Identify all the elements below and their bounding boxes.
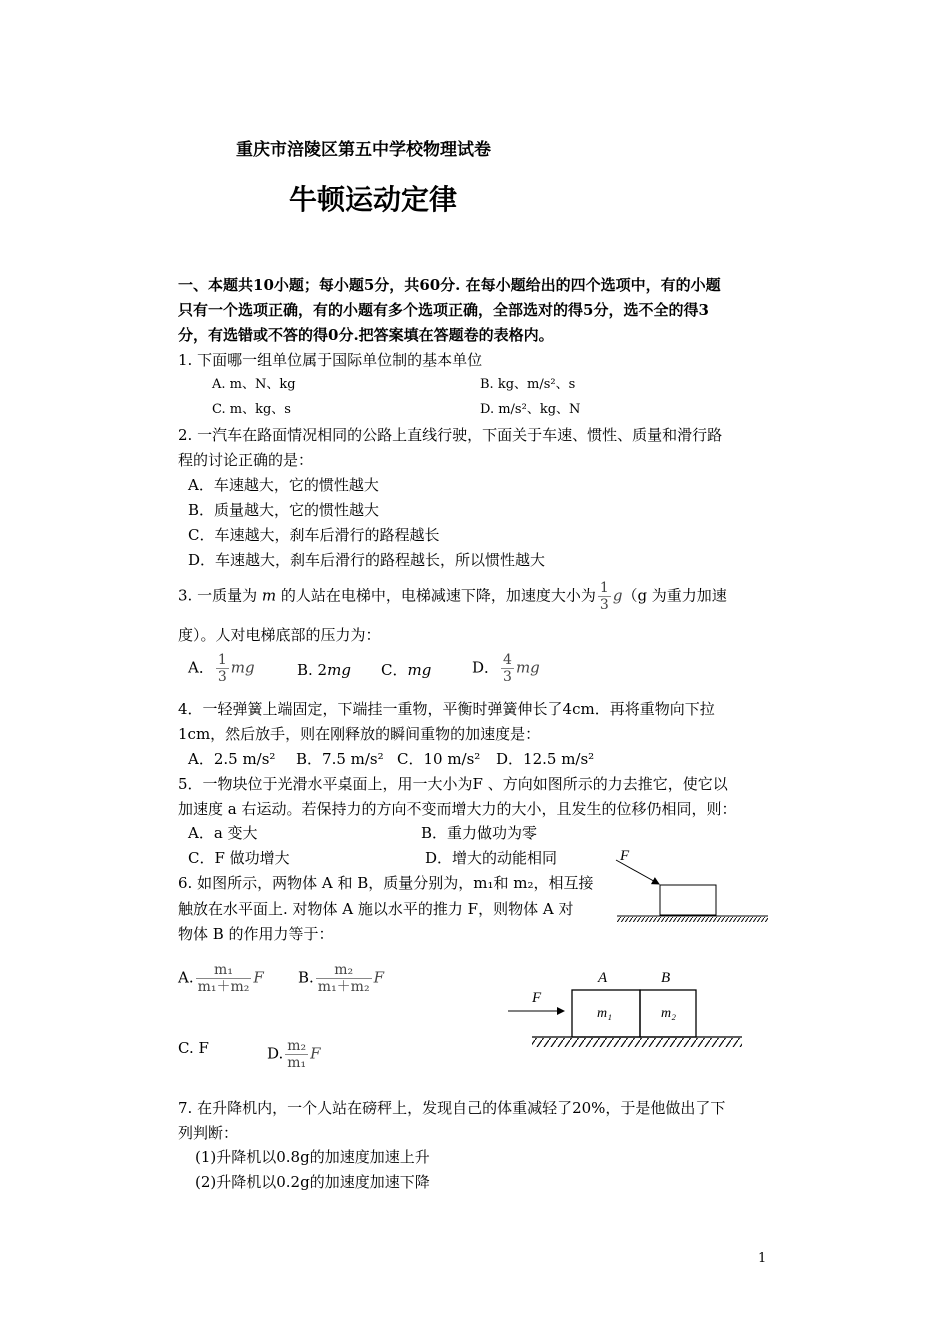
q6-option-b (298, 962, 384, 995)
text: 3. 一质量为 (178, 586, 258, 605)
fraction (285, 1038, 308, 1071)
q3-option-d (472, 652, 540, 685)
fraction (598, 580, 611, 613)
q1-option-c: C. m、kg、s (212, 402, 291, 417)
label: D. (267, 1044, 284, 1063)
question-4-stem: 1cm，然后放手，则在刚释放的瞬间重物的加速度是： (178, 725, 541, 743)
mass-m2: m₂ (661, 1006, 676, 1021)
q4-option-a: A．2.5 m/s² (188, 750, 276, 768)
var-F: F (373, 968, 384, 987)
var-F: F (253, 968, 264, 987)
q6-option-c: C. F (178, 1039, 209, 1057)
var: mg (327, 661, 351, 679)
var-g: g (612, 586, 623, 605)
q5-option-d: D．增大的动能相同 (425, 849, 558, 867)
mass-m1: m₁ (597, 1006, 612, 1021)
question-5-stem: 5．一物块位于光滑水平桌面上，用一大小为F 、方向如图所示的力去推它，使它以 (178, 775, 728, 793)
label: B. 2 (297, 661, 328, 679)
q2-option-d: D．车速越大，刹车后滑行的路程越长，所以惯性越大 (188, 551, 546, 569)
q2-option-a: A．车速越大，它的惯性越大 (188, 476, 379, 494)
numerator: m₁ (196, 962, 252, 979)
denominator: m₁＋m₂ (317, 979, 370, 995)
q5-option-b: B．重力做功为零 (421, 824, 538, 842)
numerator: m₂ (316, 962, 372, 979)
label: B. (298, 968, 314, 987)
q5-option-c: C．F 做功增大 (188, 849, 290, 867)
question-2-stem: 2. 一汽车在路面情况相同的公路上直线行驶，下面关于车速、惯性、质量和滑行路 (178, 426, 723, 444)
denominator: m₁＋m₂ (197, 979, 250, 995)
fraction (501, 652, 514, 685)
numerator: 1 (599, 580, 609, 596)
var-m: m (261, 586, 277, 605)
school-title: 重庆市涪陵区第五中学校物理试卷 (236, 140, 491, 160)
var: mg (230, 658, 255, 677)
section-instructions: 只有一个选项正确，有的小题有多个选项正确，全部选对的得5分，选不全的得3 (178, 301, 709, 319)
q5-diagram-block-on-surface (600, 840, 775, 925)
q5-option-a: A．a 变大 (188, 824, 258, 842)
q6-diagram-two-blocks (500, 960, 750, 1055)
question-4-stem: 4．一轻弹簧上端固定，下端挂一重物，平衡时弹簧伸长了4cm．再将重物向下拉 (178, 700, 715, 718)
force-label: F (620, 848, 630, 864)
q2-option-b: B．质量越大，它的惯性越大 (188, 501, 380, 519)
text: 的人站在电梯中，电梯减速下降，加速度大小为 (280, 586, 596, 605)
label: A． (188, 658, 214, 677)
section-instructions: 分，有选错或不答的得0分.把答案填在答题卷的表格内。 (178, 326, 554, 344)
page-title: 牛顿运动定律 (289, 183, 458, 216)
question-3-stem (178, 580, 727, 613)
block (660, 885, 716, 915)
q4-option-c: C．10 m/s² (397, 750, 481, 768)
q7-statement-2: (2)升降机以0.2g的加速度加速下降 (195, 1173, 430, 1191)
force-label: F (532, 990, 542, 1006)
q4-option-b: B．7.5 m/s² (296, 750, 384, 768)
label-a: A (598, 970, 608, 986)
q3-option-c (381, 660, 431, 680)
q7-statement-1: (1)升降机以0.8g的加速度加速上升 (195, 1148, 430, 1166)
section-instructions: 一、本题共10小题；每小题5分，共60分. 在每小题给出的四个选项中，有的小题 (178, 276, 721, 294)
var: mg (515, 658, 540, 677)
denominator: 3 (599, 597, 609, 613)
label: D． (472, 658, 500, 677)
question-5-stem: 加速度 a 右运动。若保持力的方向不变而增大力的大小，且发生的位移仍相同，则： (178, 800, 737, 818)
question-3-stem: 度）。人对电梯底部的压力为： (178, 626, 381, 644)
q6-option-a (178, 962, 264, 995)
var-F: F (310, 1044, 321, 1063)
q3-option-b (297, 660, 351, 680)
q1-option-b: B. kg、m/s²、s (480, 377, 576, 392)
fraction (316, 962, 372, 995)
q3-option-a (188, 652, 255, 685)
question-6-stem: 6. 如图所示，两物体 A 和 B，质量分别为，m₁和 m₂，相互接 (178, 874, 594, 892)
q2-option-c: C．车速越大，刹车后滑行的路程越长 (188, 526, 440, 544)
label-b: B (661, 970, 671, 986)
text: （g 为重力加速 (622, 586, 727, 605)
ground-hatch (617, 917, 768, 922)
denominator: m₁ (287, 1055, 307, 1071)
question-2-stem: 程的讨论正确的是： (178, 451, 314, 469)
q1-option-a: A. m、N、kg (212, 377, 296, 392)
ground-hatch (532, 1038, 742, 1047)
question-6-stem: 物体 B 的作用力等于： (178, 925, 334, 943)
denominator: 3 (217, 669, 227, 685)
label: C． (381, 661, 408, 679)
q1-option-d: D. m/s²、kg、N (480, 402, 581, 417)
var: mg (407, 661, 432, 679)
fraction (196, 962, 252, 995)
page-number: 1 (758, 1251, 767, 1266)
q4-option-d: D．12.5 m/s² (496, 750, 595, 768)
question-6-stem: 触放在水平面上. 对物体 A 施以水平的推力 F，则物体 A 对 (178, 900, 574, 918)
question-1-stem: 1. 下面哪一组单位属于国际单位制的基本单位 (178, 351, 483, 369)
question-7-stem: 列判断： (178, 1124, 239, 1142)
numerator: 1 (217, 652, 227, 668)
label: A. (178, 968, 194, 987)
fraction (216, 652, 229, 685)
question-7-stem: 7. 在升降机内，一个人站在磅秤上，发现自己的体重减轻了20%，于是他做出了下 (178, 1099, 726, 1117)
numerator: m₂ (287, 1038, 307, 1054)
q6-option-d (267, 1038, 321, 1071)
numerator: 4 (503, 652, 512, 668)
denominator: 3 (503, 669, 512, 685)
